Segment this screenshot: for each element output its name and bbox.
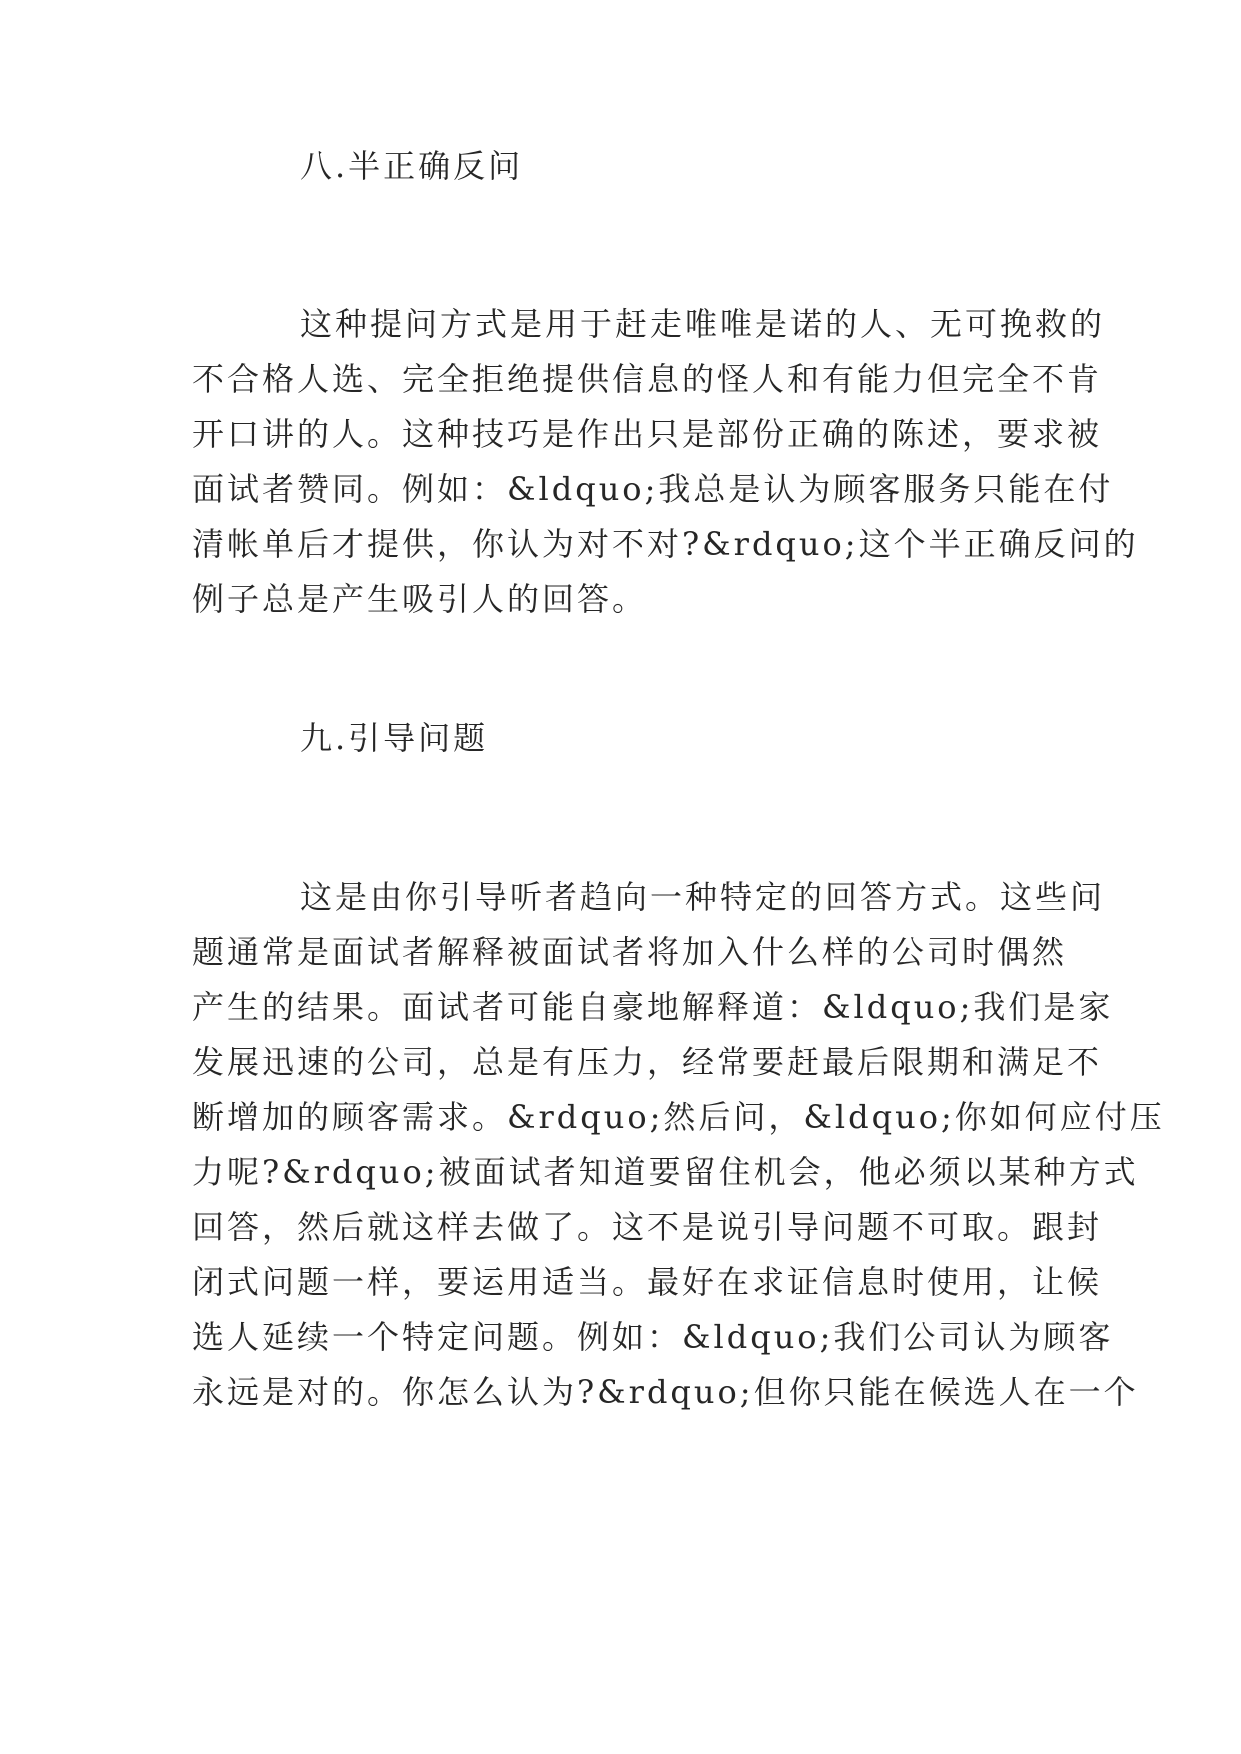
paragraph-line: 题通常是面试者解释被面试者将加入什么样的公司时偶然	[192, 933, 1068, 971]
paragraph-line: 这种提问方式是用于赶走唯唯是诺的人、无可挽救的	[300, 305, 1106, 343]
paragraph-line: 选人延续一个特定问题。例如：&ldquo;我们公司认为顾客	[192, 1318, 1114, 1356]
paragraph-line: 清帐单后才提供，你认为对不对?&rdquo;这个半正确反问的	[192, 525, 1139, 563]
paragraph-line: 断增加的顾客需求。&rdquo;然后问，&ldquo;你如何应付压	[192, 1098, 1165, 1136]
paragraph-line: 例子总是产生吸引人的回答。	[192, 580, 648, 618]
paragraph-line: 发展迅速的公司，总是有压力，经常要赶最后限期和满足不	[192, 1043, 1103, 1081]
paragraph-line: 回答，然后就这样去做了。这不是说引导问题不可取。跟封	[192, 1208, 1103, 1246]
paragraph-line: 闭式问题一样，要运用适当。最好在求证信息时使用，让候	[192, 1263, 1103, 1301]
section-heading-8: 八.半正确反问	[300, 147, 524, 185]
paragraph-line: 力呢?&rdquo;被面试者知道要留住机会，他必须以某种方式	[192, 1153, 1139, 1191]
paragraph-line: 产生的结果。面试者可能自豪地解释道：&ldquo;我们是家	[192, 988, 1114, 1026]
paragraph-line: 面试者赞同。例如：&ldquo;我总是认为顾客服务只能在付	[192, 470, 1114, 508]
paragraph-line: 永远是对的。你怎么认为?&rdquo;但你只能在候选人在一个	[192, 1373, 1139, 1411]
section-heading-9: 九.引导问题	[300, 719, 489, 757]
paragraph-line: 开口讲的人。这种技巧是作出只是部份正确的陈述，要求被	[192, 415, 1103, 453]
paragraph-line: 这是由你引导听者趋向一种特定的回答方式。这些问	[300, 878, 1106, 916]
paragraph-line: 不合格人选、完全拒绝提供信息的怪人和有能力但完全不肯	[192, 360, 1103, 398]
